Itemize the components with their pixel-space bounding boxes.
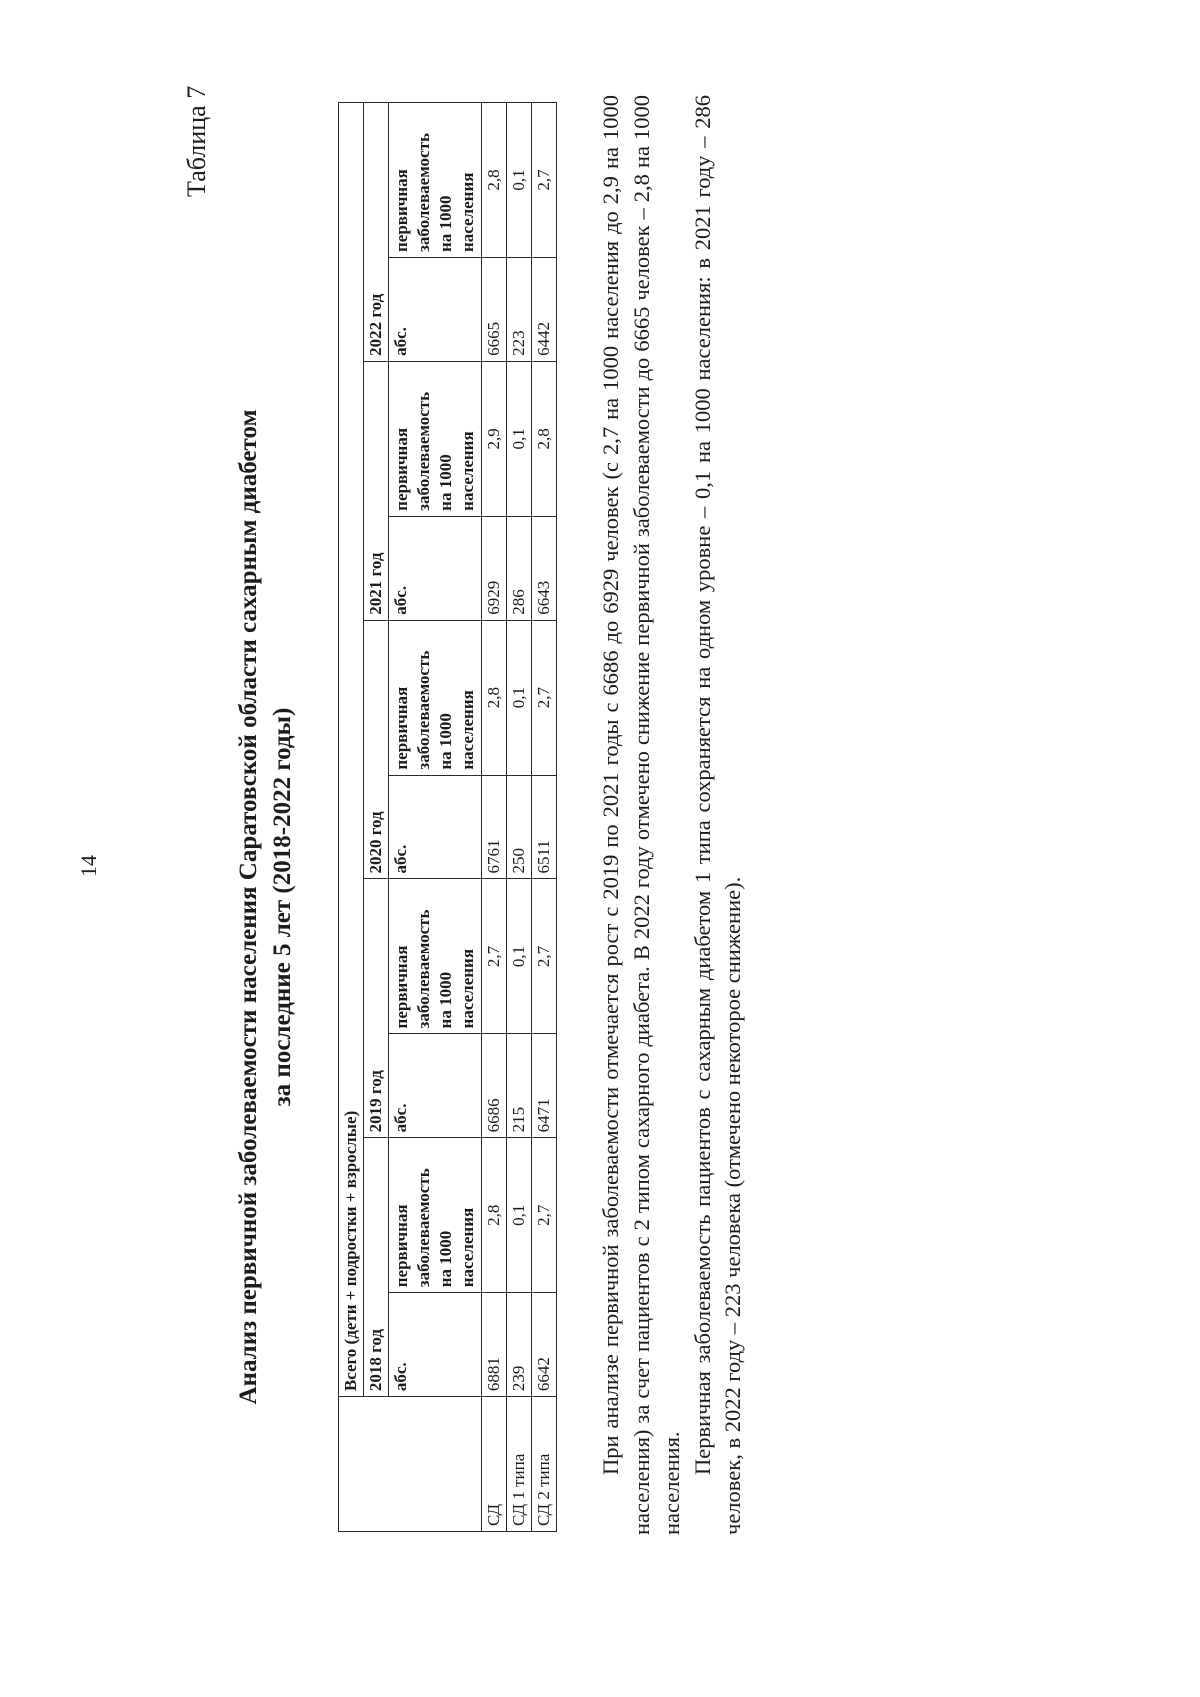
table-row-sd2	[532, 103, 557, 1532]
cell-abs: 6471	[532, 1034, 557, 1138]
table-title	[232, 257, 300, 1557]
cell-rate: 2,7	[532, 620, 557, 775]
rate-header: первичная заболеваемость на 1000 населения	[389, 103, 482, 258]
cell-abs: 6642	[532, 1293, 557, 1397]
table-number: Таблица 7	[182, 85, 211, 197]
cell-rate: 2,8	[532, 361, 557, 516]
paragraph-1-line-3: снижение первичной заболеваемости до 6665 человек – 2,8 на 1000 населения.	[628, 95, 684, 1535]
cell-abs: 6665	[482, 258, 507, 362]
cell-rate: 0,1	[507, 103, 532, 258]
paragraph-1	[596, 95, 688, 1535]
title-line-2: за последние 5 лет (2018-2022 годы)	[269, 707, 296, 1107]
cell-rate: 2,8	[482, 620, 507, 775]
cell-rate: 0,1	[507, 1138, 532, 1293]
paragraph-2-line-2: населения: в 2021 году – 286 человек, в 2022 году – 223 человека (отмечено некоторое снижение).	[689, 94, 745, 1535]
cell-rate: 2,7	[482, 879, 507, 1034]
year-header: 2021 год	[364, 361, 389, 620]
cell-abs: 223	[507, 258, 532, 362]
title-line-1: Анализ первичной заболеваемости населения Саратовской области сахарным диабетом	[235, 409, 262, 1405]
cell-rate: 2,8	[482, 103, 507, 258]
year-header: 2020 год	[364, 620, 389, 879]
year-header: 2018 год	[364, 1138, 389, 1397]
cell-abs: 6929	[482, 516, 507, 620]
incidence-table	[338, 102, 557, 1532]
paragraph-1-line-1: При анализе первичной заболеваемости отмечается рост с 2019 по 2021 годы с 6686 до 6929 человек	[598, 486, 623, 1475]
cell-rate: 2,7	[532, 1138, 557, 1293]
cell-rate: 2,7	[532, 103, 557, 258]
rate-header: первичная заболеваемость на 1000 населения	[389, 1138, 482, 1293]
group-header: Всего (дети + подростки + взрослые)	[339, 103, 364, 1397]
cell-abs: 215	[507, 1034, 532, 1138]
cell-abs: 239	[507, 1293, 532, 1397]
cell-rate: 0,1	[507, 879, 532, 1034]
cell-abs: 6761	[482, 775, 507, 879]
year-header: 2022 год	[364, 103, 389, 362]
year-header: 2019 год	[364, 879, 389, 1138]
cell-abs: 6511	[532, 775, 557, 879]
cell-abs: 286	[507, 516, 532, 620]
corner-cell	[339, 1397, 482, 1532]
group-header-row	[339, 103, 364, 1532]
cell-abs: 6442	[532, 258, 557, 362]
row-label: СД	[482, 1397, 507, 1532]
cell-rate: 2,8	[482, 1138, 507, 1293]
abs-header: абс.	[389, 516, 482, 620]
paragraph-1-line-2: (с 2,7 на 1000 населения до 2,9 на 1000 населения) за счет пациентов с 2 типом сахарного диабета. В 2022 году отмечено	[598, 95, 654, 1535]
rate-header: первичная заболеваемость на 1000 населения	[389, 361, 482, 516]
paragraph-2	[688, 95, 749, 1535]
rate-header: первичная заболеваемость на 1000 населения	[389, 620, 482, 775]
table-row-sd1	[507, 103, 532, 1532]
abs-header: абс.	[389, 1293, 482, 1397]
table-row-sd	[482, 103, 507, 1532]
abs-header: абс.	[389, 1034, 482, 1138]
cell-abs: 6881	[482, 1293, 507, 1397]
abs-header: абс.	[389, 258, 482, 362]
cell-abs: 250	[507, 775, 532, 879]
measure-header-row	[389, 103, 482, 1532]
cell-rate: 2,7	[532, 879, 557, 1034]
cell-abs: 6686	[482, 1034, 507, 1138]
abs-header: абс.	[389, 775, 482, 879]
rate-header: первичная заболеваемость на 1000 населения	[389, 879, 482, 1034]
page-number: 14	[76, 855, 101, 877]
cell-rate: 0,1	[507, 361, 532, 516]
row-label: СД 2 типа	[532, 1397, 557, 1532]
row-label: СД 1 типа	[507, 1397, 532, 1532]
cell-abs: 6643	[532, 516, 557, 620]
body-text	[596, 95, 749, 1535]
cell-rate: 2,9	[482, 361, 507, 516]
year-header-row	[364, 103, 389, 1532]
cell-rate: 0,1	[507, 620, 532, 775]
paragraph-2-line-1: Первичная заболеваемость пациентов с сахарным диабетом 1 типа сохраняется на одном уровне – 0,1 на 1000	[689, 388, 715, 1475]
